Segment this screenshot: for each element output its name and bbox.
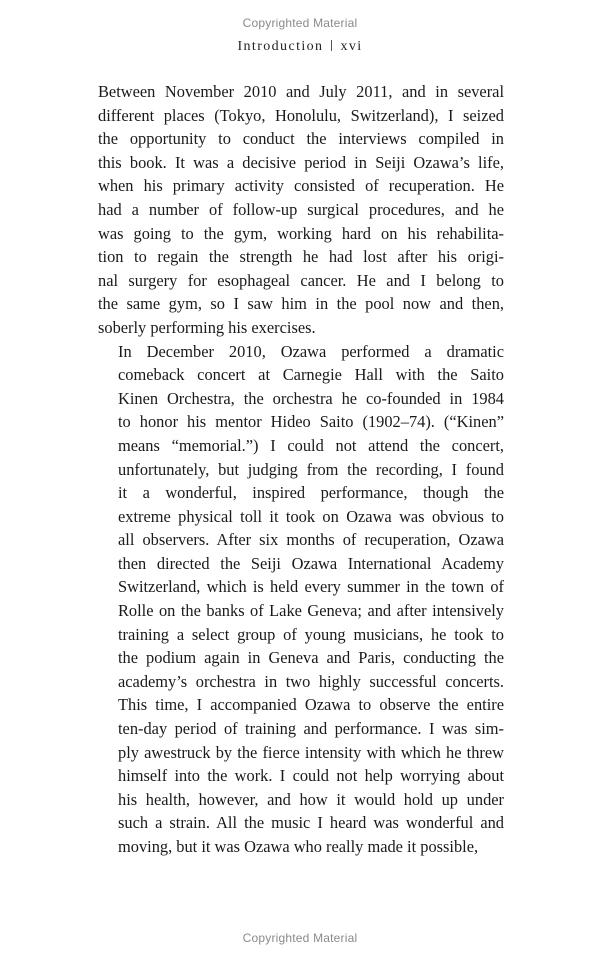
text-line: his health, however, and how it would hold up under <box>118 789 504 809</box>
text-line: moving, but it was Ozawa who really made it possible, <box>118 837 479 856</box>
text-line: had a number of follow-up surgical procedures, and he <box>98 199 504 219</box>
text-line: Between November 2010 and July 2011, and in several <box>98 82 504 101</box>
text-line: the podium again in Geneva and Paris, conducting the <box>118 648 504 668</box>
text-line: this book. It was a decisive period in Seiji Ozawa’s life, <box>98 152 504 172</box>
page-number: xvi <box>340 39 363 54</box>
text-line: training a select group of young musicians, he took to <box>118 624 504 644</box>
paragraph-1 <box>98 80 504 340</box>
text-line: all observers. After six months of recuperation, Ozawa <box>118 530 504 550</box>
text-line: ply awestruck by the fierce intensity with which he threw <box>118 742 504 762</box>
text-line: nal surgery for esophageal cancer. He and I belong to <box>98 270 504 290</box>
text-line: academy’s orchestra in two highly successful concerts. <box>118 671 504 691</box>
text-line: This time, I accompanied Ozawa to observe the entire <box>118 695 504 715</box>
text-line: ten-day period of training and performance. I was sim- <box>118 719 504 739</box>
text-line: it a wonderful, inspired performance, though the <box>118 483 504 503</box>
text-line: then directed the Seiji Ozawa International Academy <box>118 553 504 573</box>
text-line: the opportunity to conduct the interviews compiled in <box>98 129 504 149</box>
text-line: Rolle on the banks of Lake Geneva; and after intensively <box>118 601 504 621</box>
text-line: unfortunately, but judging from the recording, I found <box>118 459 504 479</box>
text-line: when his primary activity consisted of recuperation. He <box>98 176 504 196</box>
running-head <box>0 39 600 55</box>
text-line: different places (Tokyo, Honolulu, Switzerland), I seized <box>98 105 504 125</box>
text-line: to honor his mentor Hideo Saito (1902–74). (“Kinen” <box>118 412 504 432</box>
copyright-watermark-bottom: Copyrighted Material <box>242 931 358 945</box>
text-line: Kinen Orchestra, the orchestra he co-founded in 1984 <box>118 388 504 408</box>
copyright-watermark-top: Copyrighted Material <box>242 16 358 30</box>
body-text <box>98 80 504 859</box>
text-line: means “memorial.”) I could not attend the concert, <box>118 435 504 455</box>
text-line: Switzerland, which is held every summer in the town of <box>118 577 504 597</box>
text-line: soberly performing his exercises. <box>98 317 316 337</box>
text-line: comeback concert at Carnegie Hall with the Saito <box>118 365 504 385</box>
text-line: the same gym, so I saw him in the pool now and then, <box>98 294 504 314</box>
text-line: himself into the work. I could not help worrying about <box>118 766 504 786</box>
paragraph-2 <box>98 340 504 859</box>
text-line: was going to the gym, working hard on his rehabilita- <box>98 223 504 243</box>
text-line: extreme physical toll it took on Ozawa was obvious to <box>118 506 504 526</box>
section-title: Introduction <box>237 39 324 54</box>
header-separator <box>331 40 332 51</box>
text-line: such a strain. All the music I heard was wonderful and <box>118 813 504 833</box>
text-line: In December 2010, Ozawa performed a dramatic <box>118 341 504 361</box>
text-line: tion to regain the strength he had lost after his origi- <box>98 247 504 267</box>
